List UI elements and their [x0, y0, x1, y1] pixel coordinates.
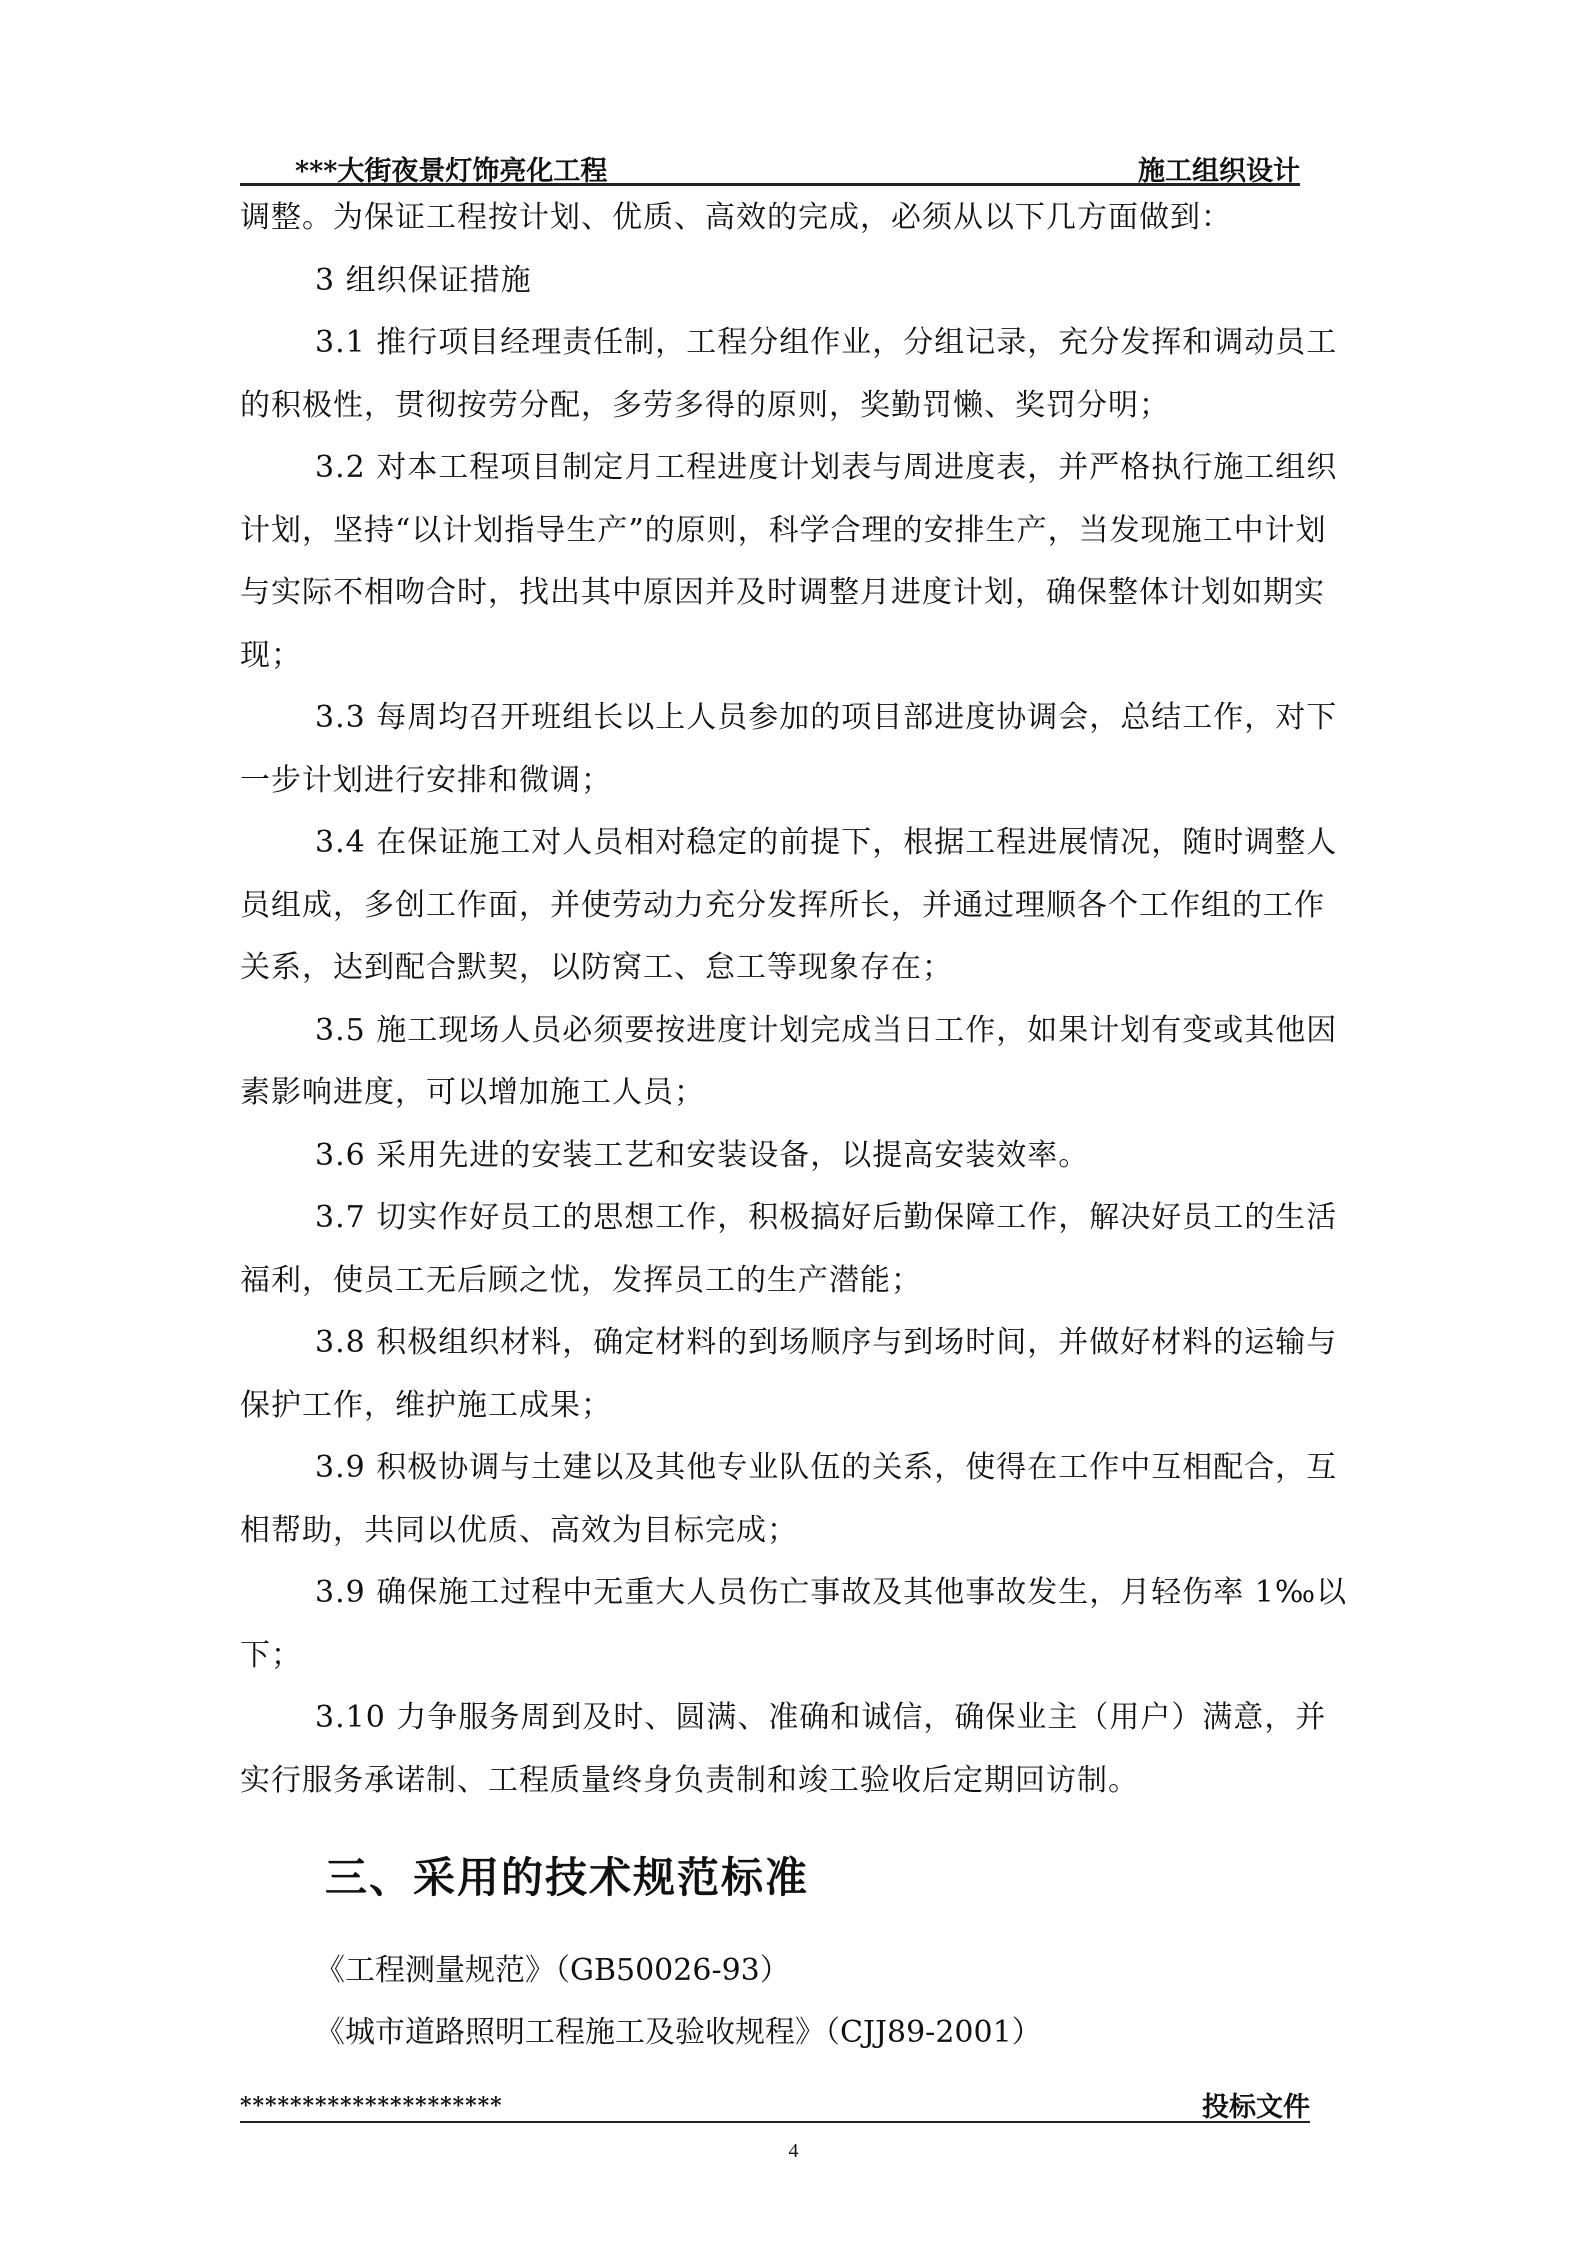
paragraph-3-6: 3.6 采用先进的安装工艺和安装设备，以提高安装效率。 [315, 1137, 1090, 1173]
paragraph-3-4: 3.4 在保证施工对人员相对稳定的前提下，根据工程进展情况，随时调整人员组成，多创工作面，并使劳动力充分发挥所长，并通过理顺各个工作组的工作关系，达到配合默契，以防窝工、怠工等现象存在； [240, 825, 1338, 985]
paragraph-3-9-b: 3.9 确保施工过程中无重大人员伤亡事故及其他事故发生，月轻伤率 1‰以下； [240, 1575, 1348, 1673]
paragraph-3-7: 3.7 切实作好员工的思想工作，积极搞好后勤保障工作，解决好员工的生活福利，使员工无后顾之忧，发挥员工的生产潜能； [240, 1200, 1338, 1298]
header-document-type: 施工组织设计 [1138, 156, 1300, 187]
paragraph-3-5: 3.5 施工现场人员必须要按进度计划完成当日工作，如果计划有变或其他因素影响进度，可以增加施工人员； [240, 1012, 1338, 1110]
paragraph-3-10: 3.10 力争服务周到及时、圆满、准确和诚信，确保业主（用户）满意，并实行服务承诺制、工程质量终身负责制和竣工验收后定期回访制。 [240, 1700, 1327, 1798]
paragraph-3-2: 3.2 对本工程项目制定月工程进度计划表与周进度表，并严格执行施工组织计划，坚持“以计划指导生产”的原则，科学合理的安排生产，当发现施工中计划与实际不相吻合时，找出其中原因并及时调整月进度计划，确保整体计划如期实现； [240, 450, 1338, 673]
paragraph-3-1: 3.1 推行项目经理责任制，工程分组作业，分组记录，充分发挥和调动员工的积极性，贯彻按劳分配，多劳多得的原则，奖勤罚懒、奖罚分明； [240, 325, 1338, 423]
footer-document-label: 投标文件 [1202, 2092, 1310, 2123]
paragraph-3-8: 3.8 积极组织材料，确定材料的到场顺序与到场时间，并做好材料的运输与保护工作，维护施工成果； [240, 1325, 1338, 1423]
page-number: 4 [788, 2140, 799, 2162]
paragraph-continuation: 调整。为保证工程按计划、优质、高效的完成，必须从以下几方面做到： [240, 200, 1232, 235]
section-heading: 三、采用的技术规范标准 [325, 1853, 810, 1902]
page-header [240, 145, 1300, 186]
standard-item: 《城市道路照明工程施工及验收规程》（CJJ89-2001） [315, 2015, 1042, 2050]
footer-stars: ********************* [240, 2093, 503, 2119]
page-footer [240, 2085, 1310, 2123]
header-project-title: ***大街夜景灯饰亮化工程 [295, 156, 608, 187]
paragraph-3-9-a: 3.9 积极协调与土建以及其他专业队伍的关系，使得在工作中互相配合，互相帮助，共同以优质、高效为目标完成； [240, 1450, 1338, 1548]
body-text [240, 187, 1355, 1812]
paragraph-3-3: 3.3 每周均召开班组长以上人员参加的项目部进度协调会，总结工作，对下一步计划进行安排和微调； [240, 700, 1338, 798]
standard-item: 《工程测量规范》（GB50026-93） [315, 1953, 790, 1988]
paragraph-section-title: 3 组织保证措施 [315, 262, 532, 298]
standards-list [315, 1940, 1042, 2064]
